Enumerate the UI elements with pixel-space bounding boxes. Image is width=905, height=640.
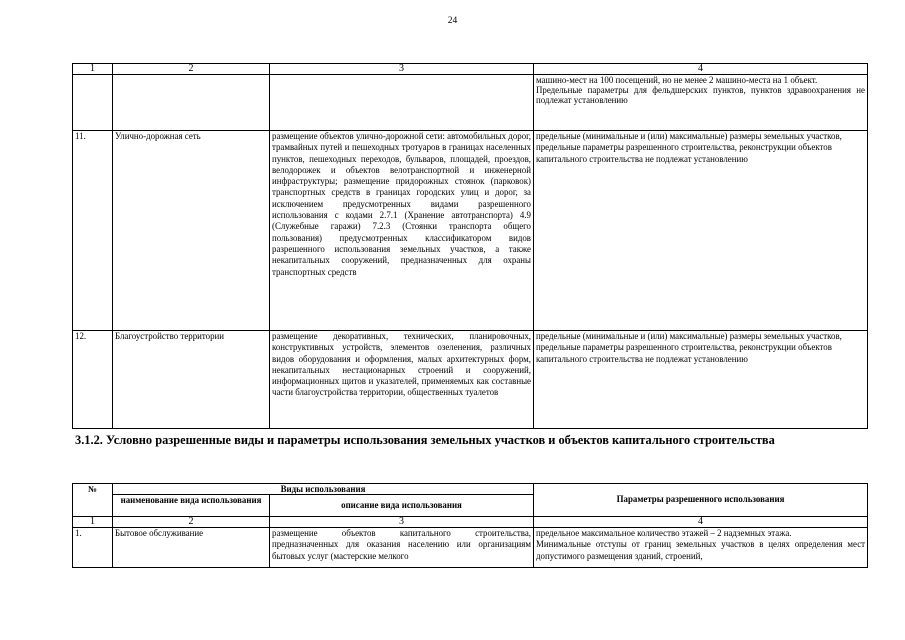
header-row xyxy=(73,484,868,495)
name-column-header: наименование вида использования xyxy=(113,495,270,517)
use-type-name: Улично-дорожная сеть xyxy=(113,131,270,331)
use-type-params xyxy=(534,528,868,568)
use-type-description: размещение объектов капитального строительства, предназначенных для оказания населению или организациям бытовых услуг (мастерские мелкого xyxy=(270,528,534,568)
col-number: 3 xyxy=(270,64,534,75)
use-type-name: Бытовое обслуживание xyxy=(113,528,270,568)
col-number: 3 xyxy=(270,517,534,528)
permitted-uses-table xyxy=(72,63,868,429)
section-heading: 3.1.2. Условно разрешенные виды и параметры использования земельных участков и объектов капитального строительства xyxy=(75,433,775,447)
table-row xyxy=(73,331,868,429)
params-text: предельное максимальное количество этажей – 2 надземных этажа. xyxy=(536,528,792,538)
col-number: 4 xyxy=(534,64,868,75)
params-text: Предельные параметры для фельдшерских пунктов, пунктов здравоохранения не подлежат установлению xyxy=(536,85,865,106)
col-number: 4 xyxy=(534,517,868,528)
description-column-header: описание вида использования xyxy=(270,495,534,517)
empty-cell xyxy=(73,75,113,131)
col-number: 2 xyxy=(113,64,270,75)
params-header: Параметры разрешенного использования xyxy=(534,484,868,517)
col-number: 2 xyxy=(113,517,270,528)
params-text: Минимальные отступы от границ земельных участков в целях определения мест допустимого размещения зданий, строений, xyxy=(536,539,866,561)
types-group-header: Виды использования xyxy=(113,484,534,495)
empty-cell xyxy=(113,75,270,131)
row-number: 1. xyxy=(73,528,113,568)
number-header: № xyxy=(73,484,113,517)
empty-cell xyxy=(270,75,534,131)
row-number: 11. xyxy=(73,131,113,331)
params-text: машино-мест на 100 посещений, но не менее 2 машино-места на 1 объект. xyxy=(536,75,818,85)
col-number: 1 xyxy=(73,64,113,75)
use-type-params: предельные (минимальные и (или) максимальные) размеры земельных участков, предельные параметры разрешенного строительства, реконструкции объектов капитального строительства не подлежат установлению xyxy=(534,131,868,331)
use-type-params: предельные (минимальные и (или) максимальные) размеры земельных участков, предельные параметры разрешенного строительства, реконструкции объектов капитального строительства не подлежат установлению xyxy=(534,331,868,429)
column-number-row xyxy=(73,64,868,75)
use-type-description: размещение декоративных, технических, планировочных, конструктивных устройств, элементов озеленения, различных видов оборудования и оформления, малых архитектурных форм, некапитальных нестационарных строений и сооружений, информационных щитов и указателей, применяемых как составные части благоустройства территории, общественных туалетов xyxy=(270,331,534,429)
table-row xyxy=(73,528,868,568)
table-row xyxy=(73,131,868,331)
use-type-description: размещение объектов улично-дорожной сети: автомобильных дорог, трамвайных путей и пешеходных тротуаров в границах населенных пунктов, пешеходных переходов, бульваров, площадей, проездов, велодорожек и объектов велотранспортной и инженерной инфраструктуры; размещение придорожных стоянок (парковок) транспортных средств в границах городских улиц и дорог, за исключением предусмотренных видами разрешенного использования с кодами 2.7.1 (Хранение автотранспорта) 4.9 (Служебные гаражи) 7.2.3 (Стоянки транспорта общего пользования) предусмотренных классификатором видов разрешенного использования земельных участков, а также некапитальных сооружений, предназначенных для охраны транспортных средств xyxy=(270,131,534,331)
page-number: 24 xyxy=(447,16,458,26)
params-cell xyxy=(534,75,868,131)
use-type-name: Благоустройство территории xyxy=(113,331,270,429)
col-number: 1 xyxy=(73,517,113,528)
column-number-row xyxy=(73,517,868,528)
conditional-uses-table xyxy=(72,483,868,568)
row-number: 12. xyxy=(73,331,113,429)
continuation-row xyxy=(73,75,868,131)
